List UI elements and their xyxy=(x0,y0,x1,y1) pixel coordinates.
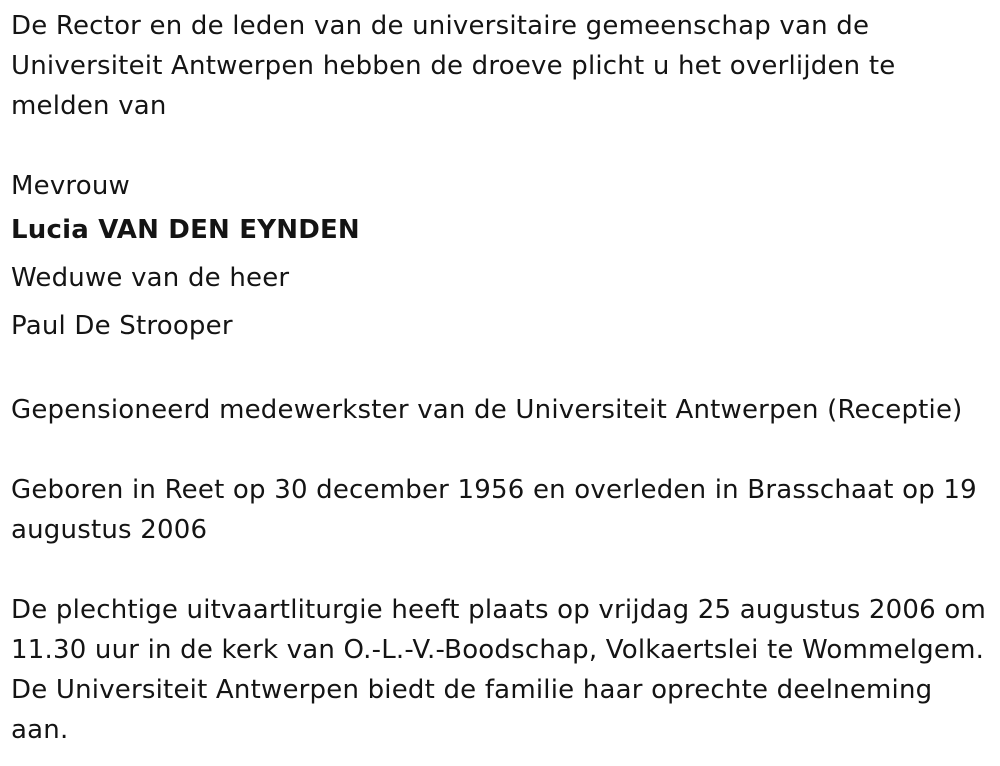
intro-paragraph: De Rector en de leden van de universitaire gemeenschap van de Universiteit Antwerpen hebben de droeve plicht u het overlijden te melden van xyxy=(11,11,896,121)
obituary-notice xyxy=(11,6,986,750)
relation-line: Weduwe van de heer xyxy=(11,263,290,293)
funeral-paragraph: De plechtige uitvaartliturgie heeft plaats op vrijdag 25 augustus 2006 om 11.30 uur in de kerk van O.-L.-V.-Boodschap, Volkaertslei te Wommelgem. De Universiteit Antwerpen biedt de familie haar oprechte deelneming aan. xyxy=(11,595,987,745)
deceased-block xyxy=(11,166,986,350)
spouse-name: Paul De Strooper xyxy=(11,311,233,341)
deceased-name: Lucia VAN DEN EYNDEN xyxy=(11,215,360,245)
salutation: Mevrouw xyxy=(11,171,130,201)
position-line: Gepensioneerd medewerkster van de Universiteit Antwerpen (Receptie) xyxy=(11,395,963,425)
birth-death-paragraph: Geboren in Reet op 30 december 1956 en overleden in Brasschaat op 19 augustus 2006 xyxy=(11,475,977,545)
